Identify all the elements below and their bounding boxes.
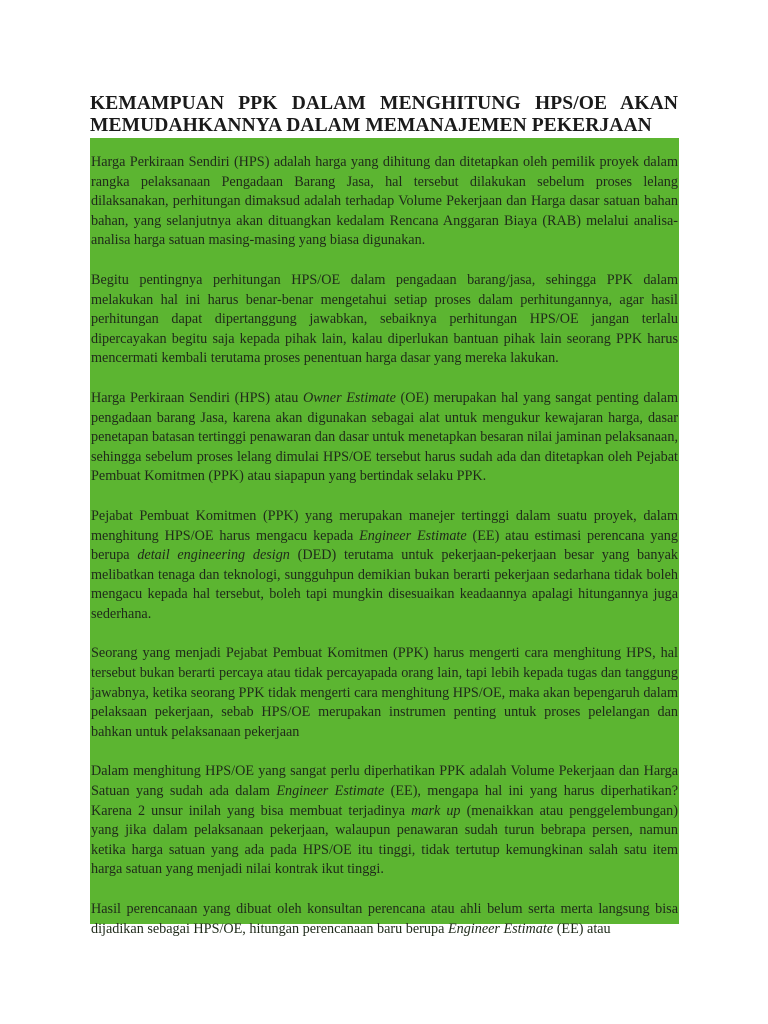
highlighted-text-block: [90, 138, 679, 937]
body-paragraph: [91, 507, 678, 625]
italic-term: Engineer Estimate: [359, 527, 467, 544]
paragraph-text: Seorang yang menjadi Pejabat Pembuat Komitmen (PPK) harus mengerti cara menghitung HPS, hal tersebut bukan berarti percaya atau tidak percayapada orang lain, tapi lebih kepada tugas dan tanggung jawabnya, ketika seorang PPK tidak mengerti cara menghitung HPS/OE, maka akan bepengaruh dalam pelaksaan pekerjaan, sebab HPS/OE merupakan instrumen penting untuk proses pelelangan dan bahkan untuk pelaksanaan pekerjaan: [91, 645, 678, 740]
body-paragraph: [91, 900, 678, 939]
paragraph-text: Pejabat Pembuat Komitmen (PPK) yang merupakan manejer tertinggi dalam suatu proyek, dalam menghitung HPS/OE harus mengacu kepada: [91, 507, 678, 544]
italic-term: Engineer Estimate: [447, 920, 554, 937]
paragraph-text: (DED) terutama untuk pekerjaan-pekerjaan besar yang banyak melibatkan tenaga dan teknologi, sungguhpun demikian bukan berarti pekerjaan sedarhana tidak boleh mengacu kepada hal tersebut, boleh tapi mungkin disesuaikan keadaannya apalagi hitungannya juga sederhana.: [91, 547, 679, 622]
paragraph-text: Harga Perkiraan Sendiri (HPS) atau: [91, 389, 303, 406]
paragraph-text: (menaikkan atau penggelembungan) yang jika dalam pelaksanaan pekerjaan, walaupun penawaran sudah turun bebrapa persen, namun ketika harga satuan yang ada pada HPS/OE itu tinggi, tidak tertutup kemungkinan salah satu item harga satuan yang menjadi nilai kontrak ikut tinggi.: [91, 802, 678, 878]
italic-term: Engineer Estimate: [276, 783, 385, 800]
italic-term: detail engineering design: [137, 547, 290, 564]
paragraph-text: Begitu pentingnya perhitungan HPS/OE dalam pengadaan barang/jasa, sehingga PPK dalam melakukan hal ini harus benar-benar mengetahui setiap proses dalam perhitungannya, agar hasil perhitungan dapat dipertanggung jawabkan, sebaiknya perhitungan HPS/OE jangan terlalu dipercayakan begitu saja kepada pihak lain, kalau diperlukan bantuan pihak lain seorang PPK harus mencermati kembali terutama proses penentuan harga dasar yang mereka lakukan.: [91, 271, 678, 367]
italic-term: Owner Estimate: [302, 389, 396, 406]
body-paragraph: [91, 389, 678, 487]
italic-term: mark up: [411, 802, 461, 819]
paragraph-text: Hasil perencanaan yang dibuat oleh konsultan perencana atau ahli belum serta merta langsung bisa dijadikan sebagai HPS/OE, hitungan perencanaan baru berupa: [91, 901, 678, 937]
body-paragraph: [91, 153, 678, 251]
body-paragraph: [91, 762, 678, 880]
body-paragraph: [91, 271, 678, 369]
document-body: [90, 138, 679, 939]
paragraph-text: (EE) atau estimasi perencana yang berupa: [91, 527, 678, 564]
paragraph-text: Harga Perkiraan Sendiri (HPS) adalah harga yang dihitung dan ditetapkan oleh pemilik proyek dalam rangka pelaksanaan Pengadaan Barang Jasa, hal tersebut dilakukan sebelum proses lelang dilaksanakan, perhitungan dimaksud adalah terhadap Volume Pekerjaan dan Harga dasar satuan bahan bahan, yang selanjutnya akan dituangkan kedalam Rencana Anggaran Biaya (RAB) melalui analisa-analisa harga satuan masing-masing yang biasa digunakan.: [91, 154, 678, 249]
paragraph-text: (EE), mengapa hal ini yang harus diperhatikan? Karena 2 unsur inilah yang bisa membuat terjadinya: [91, 783, 678, 819]
paragraph-text: (OE) merupakan hal yang sangat penting dalam pengadaan barang Jasa, karena akan digunakan sebagai alat untuk mengukur kewajaran harga, dasar penetapan batasan tertinggi penawaran dan dasar untuk menetapkan besaran nilai jaminan pelaksanaan, sehingga sebelum proses lelang dimulai HPS/OE tersebut harus sudah ada dan ditetapkan oleh Pejabat Pembuat Komitmen (PPK) atau siapapun yang bertindak selaku PPK.: [91, 389, 678, 485]
body-paragraph: [91, 644, 678, 742]
paragraph-text: Dalam menghitung HPS/OE yang sangat perlu diperhatikan PPK adalah Volume Pekerjaan dan Harga Satuan yang sudah ada dalam: [91, 763, 678, 800]
document-title: KEMAMPUAN PPK DALAM MENGHITUNG HPS/OE AKAN MEMUDAHKANNYA DALAM MEMANAJEMEN PEKERJAAN: [90, 93, 678, 136]
paragraph-text: (EE) atau: [553, 920, 611, 937]
